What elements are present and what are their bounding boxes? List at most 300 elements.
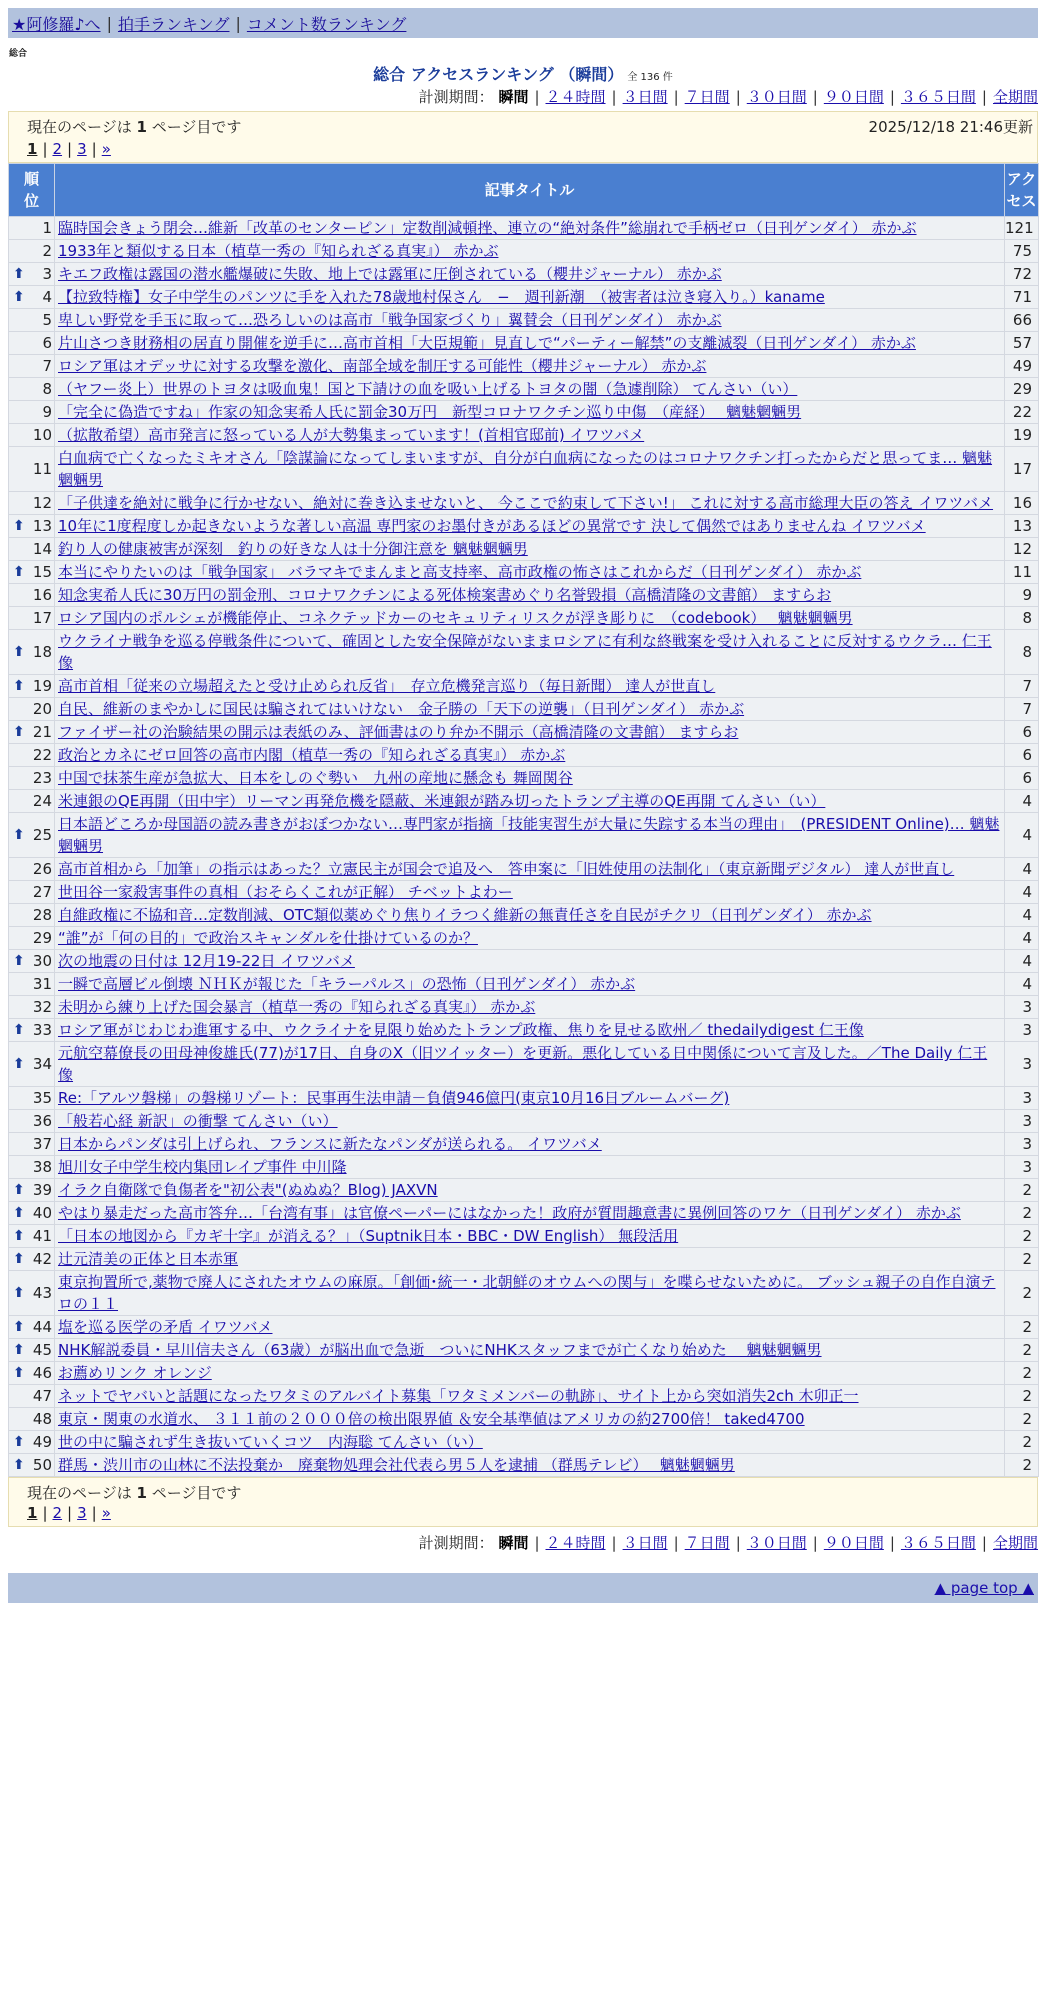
rank-number: 40 (32, 1204, 52, 1222)
title-cell (55, 790, 1005, 813)
table-row (9, 881, 1039, 904)
access-count: 16 (1005, 492, 1039, 515)
access-count: 7 (1005, 675, 1039, 698)
rank-number: 26 (32, 860, 52, 878)
table-row (9, 858, 1039, 881)
period-separator: | (534, 88, 540, 106)
article-link[interactable]: 世田谷一家殺害事件の真相（おそらくこれが正解） チベットよわー (58, 883, 513, 901)
rank-cell (9, 332, 55, 355)
table-row (9, 1087, 1039, 1110)
rank-up-arrow-icon: ⬆ (13, 1342, 25, 1358)
title-cell (55, 1202, 1005, 1225)
access-count: 3 (1005, 1110, 1039, 1133)
pager-bottom (8, 1477, 1038, 1527)
title-cell (55, 607, 1005, 630)
access-count: 22 (1005, 401, 1039, 424)
ranking-title: 総合 アクセスランキング （瞬間） (373, 65, 624, 84)
rank-cell (9, 1248, 55, 1271)
rank-number: 1 (42, 219, 52, 237)
rank-up-arrow-icon: ⬆ (13, 827, 25, 843)
access-count: 2 (1005, 1248, 1039, 1271)
rank-up-arrow-icon: ⬆ (13, 644, 25, 660)
article-link[interactable]: 「日本の地図から『カギ十字』が消える？」（Suptnik日本・BBC・DW English） 無段活用 (58, 1227, 679, 1245)
nav-link-asyura[interactable]: ★阿修羅♪へ (12, 14, 101, 34)
article-link[interactable]: （拡散希望）高市発言に怒っている人が大勢集まっています！(首相官邸前) イワツバメ (58, 426, 645, 444)
article-link[interactable]: “誰”が「何の目的」で政治スキャンダルを仕掛けているのか？ (58, 929, 478, 947)
rank-number: 11 (32, 460, 52, 478)
rank-cell (9, 286, 55, 309)
rank-cell (9, 378, 55, 401)
title-cell (55, 424, 1005, 447)
nav-link-comment-ranking[interactable]: コメント数ランキング (246, 14, 407, 34)
page-current: 1 (27, 1504, 38, 1522)
table-row (9, 424, 1039, 447)
title-cell (55, 309, 1005, 332)
access-count: 3 (1005, 1087, 1039, 1110)
article-link[interactable]: （ヤフー炎上）世界のトヨタは吸血鬼！国と下請けの血を吸い上げるトヨタの闇（急遽削除） てんさい（い） (58, 380, 798, 398)
article-link[interactable]: 高市首相「従来の立場超えたと受け止められ反省」 存立危機発言巡り（毎日新聞） 達人が世直し (58, 677, 716, 695)
rank-cell (9, 1019, 55, 1042)
rank-up-arrow-icon: ⬆ (13, 953, 25, 969)
article-link[interactable]: 本当にやりたいのは「戦争国家」 バラマキでまんまと高支持率、高市政権の怖さはこれからだ（日刊ゲンダイ） 赤かぶ (58, 563, 862, 581)
article-link[interactable]: 未明から練り上げた国会暴言（植草一秀の『知られざる真実』） 赤かぶ (58, 998, 536, 1016)
access-count: 4 (1005, 904, 1039, 927)
access-count: 3 (1005, 1019, 1039, 1042)
article-link[interactable]: ファイザー社の治験結果の開示は表紙のみ、評価書はのり弁か不開示（高橋清隆の文書館） ますらお (58, 723, 739, 741)
rank-number: 19 (32, 677, 52, 695)
pager-top (8, 111, 1038, 163)
period-separator: | (812, 88, 818, 106)
article-link[interactable]: 自民、維新のまやかしに国民は騙されてはいけない 金子勝の「天下の逆襲」（日刊ゲンダイ） 赤かぶ (58, 700, 745, 718)
period-separator: | (981, 88, 987, 106)
access-count: 13 (1005, 515, 1039, 538)
nav-separator: | (106, 13, 112, 33)
title-cell (55, 767, 1005, 790)
access-count: 3 (1005, 1156, 1039, 1179)
article-link[interactable]: 世の中に騙されず生き抜いていくコツ 内海聡 てんさい（い） (58, 1433, 483, 1451)
rank-number: 36 (32, 1112, 52, 1130)
article-link[interactable]: 東京・関東の水道水、 ３１１前の２０００倍の検出限界値 ＆安全基準値はアメリカの約2700倍！ taked4700 (58, 1410, 805, 1428)
page-separator: | (67, 140, 73, 158)
title-cell (55, 1339, 1005, 1362)
rank-cell (9, 675, 55, 698)
page-links (27, 1504, 111, 1522)
rank-number: 17 (32, 609, 52, 627)
table-row (9, 1248, 1039, 1271)
rank-number: 4 (42, 288, 52, 306)
rank-cell (9, 607, 55, 630)
rank-number: 15 (32, 563, 52, 581)
access-count: 2 (1005, 1362, 1039, 1385)
period-current: 瞬間 (498, 1534, 529, 1552)
access-count: 9 (1005, 584, 1039, 607)
rank-up-arrow-icon: ⬆ (13, 1056, 25, 1072)
title-cell (55, 1454, 1005, 1477)
article-link[interactable]: ネットでヤバいと話題になったワタミのアルバイト募集「ワタミメンバーの軌跡」、サイト上から突如消失2ch 木卯正一 (58, 1387, 859, 1405)
period-option-6[interactable]: 全期間 (992, 88, 1038, 106)
table-row (9, 217, 1039, 240)
access-count: 4 (1005, 927, 1039, 950)
article-link[interactable]: 日本からパンダは引上げられ、フランスに新たなパンダが送られる。 イワツバメ (58, 1135, 602, 1153)
article-link[interactable]: キエフ政権は露国の潜水艦爆破に失敗、地上では露軍に圧倒されている（櫻井ジャーナル） 赤かぶ (58, 265, 722, 283)
title-cell (55, 1271, 1005, 1316)
table-row (9, 1202, 1039, 1225)
rank-number: 3 (42, 265, 52, 283)
article-link[interactable]: 東京拘置所で,薬物で廃人にされたオウムの麻原。「創価･統一・北朝鮮のオウムへの関与」を喋らせないために。 ブッシュ親子の自作自演テロの１１ (58, 1273, 996, 1313)
rank-number: 34 (32, 1055, 52, 1073)
access-count: 2 (1005, 1408, 1039, 1431)
title-cell (55, 355, 1005, 378)
rank-cell (9, 927, 55, 950)
rank-cell (9, 881, 55, 904)
article-link[interactable]: 知念実希人氏に30万円の罰金刑、コロナワクチンによる死体検案書めぐり名誉毀損（高橋清隆の文書館） ますらお (58, 586, 832, 604)
period-option-1[interactable]: ３日間 (622, 88, 668, 106)
rank-number: 24 (32, 792, 52, 810)
access-count: 75 (1005, 240, 1039, 263)
period-selector-top (419, 86, 1038, 107)
access-count: 8 (1005, 630, 1039, 675)
rank-cell (9, 401, 55, 424)
article-link[interactable]: 元航空幕僚長の田母神俊雄氏(77)が17日、自身のX（旧ツイッター）を更新。悪化している日中関係について言及した。／The Daily 仁王像 (58, 1044, 988, 1084)
table-row (9, 1019, 1039, 1042)
title-cell (55, 1408, 1005, 1431)
access-count: 19 (1005, 424, 1039, 447)
title-cell (55, 1019, 1005, 1042)
rank-up-arrow-icon: ⬆ (13, 724, 25, 740)
rank-cell (9, 355, 55, 378)
period-option-4[interactable]: ９０日間 (823, 1534, 884, 1552)
title-cell (55, 1248, 1005, 1271)
rank-number: 7 (42, 357, 52, 375)
rank-number: 10 (32, 426, 52, 444)
rank-number: 21 (32, 723, 52, 741)
page-link-2[interactable]: » (101, 140, 111, 158)
article-link[interactable]: 卑しい野党を手玉に取って…恐ろしいのは高市「戦争国家づくり」翼賛会（日刊ゲンダイ） 赤かぶ (58, 311, 722, 329)
nav-separator: | (235, 13, 241, 33)
period-separator: | (673, 88, 679, 106)
article-link[interactable]: 中国で抹茶生産が急拡大、日本をしのぐ勢い 九州の産地に懸念も 舞岡関谷 (58, 769, 573, 787)
table-row (9, 355, 1039, 378)
rank-cell (9, 630, 55, 675)
access-count: 6 (1005, 744, 1039, 767)
table-row (9, 1385, 1039, 1408)
access-count: 2 (1005, 1271, 1039, 1316)
rank-number: 43 (32, 1284, 52, 1302)
page-separator: | (67, 1504, 73, 1522)
article-link[interactable]: イラク自衛隊で負傷者を"初公表"(ぬぬぬ？Blog) JAXVN (58, 1181, 438, 1199)
page-separator: | (42, 1504, 48, 1522)
page-link-1[interactable]: 3 (77, 1504, 87, 1522)
page-link-1[interactable]: 3 (77, 140, 87, 158)
article-link[interactable]: 群馬・渋川市の山林に不法投棄か 廃棄物処理会社代表ら男５人を逮捕 （群馬テレビ） 魑魅魍魎男 (58, 1456, 735, 1474)
table-row (9, 698, 1039, 721)
rank-cell (9, 698, 55, 721)
title-cell (55, 698, 1005, 721)
page-separator: | (91, 1504, 97, 1522)
rank-cell (9, 1385, 55, 1408)
access-count: 8 (1005, 607, 1039, 630)
rank-number: 33 (32, 1021, 52, 1039)
article-link[interactable]: 高市首相から「加筆」の指示はあった？立憲民主が国会で追及へ 答申案に「旧姓使用の法制化」（東京新聞デジタル） 達人が世直し (58, 860, 955, 878)
title-cell (55, 675, 1005, 698)
table-row (9, 584, 1039, 607)
table-row (9, 561, 1039, 584)
table-row (9, 263, 1039, 286)
rank-up-arrow-icon: ⬆ (13, 1022, 25, 1038)
title-cell (55, 744, 1005, 767)
rank-cell (9, 561, 55, 584)
header-rank: 順位 (9, 164, 55, 217)
article-link[interactable]: NHK解説委員・早川信夫さん（63歳）が脳出血で急逝 ついにNHKスタッフまでが亡くなり始めた 魑魅魍魎男 (58, 1341, 822, 1359)
period-option-5[interactable]: ３６５日間 (900, 88, 976, 106)
rank-cell (9, 1316, 55, 1339)
table-row (9, 515, 1039, 538)
rank-number: 47 (32, 1387, 52, 1405)
rank-number: 45 (32, 1341, 52, 1359)
table-row (9, 1225, 1039, 1248)
access-count: 121 (1005, 217, 1039, 240)
title-cell (55, 240, 1005, 263)
article-link[interactable]: 政治とカネにゼロ回答の高市内閣（植草一秀の『知られざる真実』） 赤かぶ (58, 746, 566, 764)
title-cell (55, 1042, 1005, 1087)
title-cell (55, 1316, 1005, 1339)
access-count: 71 (1005, 286, 1039, 309)
period-label: 計測期間： (418, 1534, 494, 1552)
access-count: 6 (1005, 767, 1039, 790)
access-count: 3 (1005, 996, 1039, 1019)
page-link-2[interactable]: » (101, 1504, 111, 1522)
rank-number: 50 (32, 1456, 52, 1474)
period-separator: | (611, 1534, 617, 1552)
rank-cell (9, 1339, 55, 1362)
rank-cell (9, 1408, 55, 1431)
rank-number: 32 (32, 998, 52, 1016)
table-row (9, 447, 1039, 492)
rank-cell (9, 1362, 55, 1385)
rank-number: 9 (42, 403, 52, 421)
article-link[interactable]: ロシア軍がじわじわ進軍する中、ウクライナを見限り始めたトランプ政権、焦りを見せる欧州／ thedailydigest 仁王像 (58, 1021, 864, 1039)
table-row (9, 1431, 1039, 1454)
nav-link-applause-ranking[interactable]: 拍手ランキング (117, 14, 230, 34)
table-row (9, 309, 1039, 332)
article-link[interactable]: 米連銀のQE再開（田中宇）リーマン再発危機を隠蔽、米連銀が踏み切ったトランプ主導のQE再開 てんさい（い） (58, 792, 826, 810)
table-row (9, 813, 1039, 858)
article-link[interactable]: ロシア国内のポルシェが機能停止、コネクテッドカーのセキュリティリスクが浮き彫りに （codebook） 魑魅魍魎男 (58, 609, 853, 627)
article-link[interactable]: 一瞬で高層ビル倒壊 ＮＨＫが報じた「キラーパルス」の恐怖（日刊ゲンダイ） 赤かぶ (58, 975, 636, 993)
title-cell (55, 904, 1005, 927)
article-link[interactable]: 白血病で亡くなったミキオさん「陰謀論になってしまいますが、自分が白血病になったのはコロナワクチン打ったからだと思ってま… 魑魅魍魎男 (58, 449, 993, 489)
rank-cell (9, 744, 55, 767)
rank-number: 46 (32, 1364, 52, 1382)
period-separator: | (735, 88, 741, 106)
page-top-link[interactable]: ▲ page top ▲ (934, 1579, 1034, 1597)
rank-cell (9, 1454, 55, 1477)
title-cell (55, 1385, 1005, 1408)
rank-cell (9, 538, 55, 561)
period-separator: | (611, 88, 617, 106)
access-count: 3 (1005, 1042, 1039, 1087)
access-count: 2 (1005, 1316, 1039, 1339)
table-row (9, 675, 1039, 698)
rank-number: 6 (42, 334, 52, 352)
article-link[interactable]: 【拉致特権】女子中学生のパンツに手を入れた78歳地村保さん − 週刊新潮 （被害者は泣き寝入り。）kaname (58, 288, 825, 306)
table-row (9, 1454, 1039, 1477)
article-link[interactable]: やはり暴走だった高市答弁…「台湾有事」は官僚ペーパーにはなかった！政府が質問趣意書に異例回答のワケ（日刊ゲンダイ） 赤かぶ (58, 1204, 961, 1222)
access-count: 11 (1005, 561, 1039, 584)
rank-up-arrow-icon: ⬆ (13, 1434, 25, 1450)
table-row (9, 378, 1039, 401)
table-row (9, 332, 1039, 355)
rank-cell (9, 309, 55, 332)
table-header-row (9, 164, 1039, 217)
title-cell (55, 973, 1005, 996)
table-row (9, 401, 1039, 424)
table-row (9, 721, 1039, 744)
article-link[interactable]: 1933年と類似する日本（植草一秀の『知られざる真実』） 赤かぶ (58, 242, 499, 260)
rank-number: 27 (32, 883, 52, 901)
table-row (9, 1362, 1039, 1385)
article-link[interactable]: 次の地震の日付は 12月19-22日 イワツバメ (58, 952, 355, 970)
rank-number: 20 (32, 700, 52, 718)
title-cell (55, 1133, 1005, 1156)
period-separator: | (981, 1534, 987, 1552)
table-row (9, 904, 1039, 927)
page-current: 1 (27, 140, 38, 158)
period-option-1[interactable]: ３日間 (622, 1534, 668, 1552)
rank-up-arrow-icon: ⬆ (13, 1365, 25, 1381)
article-link[interactable]: 辻元清美の正体と日本赤軍 (58, 1250, 239, 1268)
page-separator: | (91, 140, 97, 158)
title-cell (55, 584, 1005, 607)
article-link[interactable]: 塩を巡る医学の矛盾 イワツバメ (58, 1318, 273, 1336)
page-link-0[interactable]: 2 (52, 1504, 63, 1522)
access-count: 4 (1005, 973, 1039, 996)
title-cell (55, 1225, 1005, 1248)
period-option-5[interactable]: ３６５日間 (900, 1534, 976, 1552)
rank-number: 14 (32, 540, 52, 558)
page-link-0[interactable]: 2 (52, 140, 63, 158)
table-row (9, 1156, 1039, 1179)
category-label: 総合 (9, 49, 28, 59)
title-cell (55, 813, 1005, 858)
title-cell (55, 1179, 1005, 1202)
rank-cell (9, 721, 55, 744)
rank-up-arrow-icon: ⬆ (13, 1182, 25, 1198)
title-cell (55, 401, 1005, 424)
access-count: 66 (1005, 309, 1039, 332)
rank-cell (9, 790, 55, 813)
title-cell (55, 515, 1005, 538)
rank-cell (9, 973, 55, 996)
article-link[interactable]: 日本語どころか母国語の読み書きがおぼつかない…専門家が指摘「技能実習生が大量に失踪する本当の理由」 (PRESIDENT Online)… 魑魅魍魎男 (58, 815, 1000, 855)
period-option-3[interactable]: ３０日間 (746, 1534, 807, 1552)
rank-cell (9, 1156, 55, 1179)
rank-number: 29 (32, 929, 52, 947)
period-option-0[interactable]: ２４時間 (545, 88, 606, 106)
rank-cell (9, 1110, 55, 1133)
access-count: 4 (1005, 813, 1039, 858)
rank-number: 49 (32, 1433, 52, 1451)
rank-number: 39 (32, 1181, 52, 1199)
rank-cell (9, 492, 55, 515)
access-count: 57 (1005, 332, 1039, 355)
rank-number: 37 (32, 1135, 52, 1153)
rank-number: 2 (42, 242, 52, 260)
rank-cell (9, 858, 55, 881)
table-row (9, 1339, 1039, 1362)
article-link[interactable]: 10年に1度程度しか起きないような著しい高温 専門家のお墨付きがあるほどの異常です 決して偶然ではありませんね イワツバメ (58, 517, 926, 535)
article-link[interactable]: 「子供達を絶対に戦争に行かせない、絶対に巻き込ませないと、 今ここで約束して下さい!」 これに対する高市総理大臣の答え イワツバメ (58, 494, 994, 512)
rank-cell (9, 584, 55, 607)
article-link[interactable]: 片山さつき財務相の居直り開催を逆手に…高市首相「大臣規範」見直しで“パーティー解禁”の支離滅裂（日刊ゲンダイ） 赤かぶ (58, 334, 916, 352)
title-cell (55, 1362, 1005, 1385)
rank-number: 12 (32, 494, 52, 512)
table-row (9, 1316, 1039, 1339)
period-option-2[interactable]: ７日間 (684, 1534, 730, 1552)
rank-number: 35 (32, 1089, 52, 1107)
title-cell (55, 217, 1005, 240)
ranking-heading (0, 62, 1046, 85)
rank-cell (9, 1431, 55, 1454)
title-cell (55, 492, 1005, 515)
rank-cell (9, 950, 55, 973)
article-link[interactable]: 旭川女子中学生校内集団レイプ事件 中川隆 (58, 1158, 347, 1176)
article-link[interactable]: 「般若心経 新訳」の衝撃 てんさい（い） (58, 1112, 338, 1130)
page-separator: | (42, 140, 48, 158)
rank-up-arrow-icon: ⬆ (13, 1285, 25, 1301)
table-row (9, 1042, 1039, 1087)
article-link[interactable]: 自維政権に不協和音…定数削減、OTC類似薬めぐり焦りイラつく維新の無責任さを自民がチクリ（日刊ゲンダイ） 赤かぶ (58, 906, 872, 924)
period-option-4[interactable]: ９０日間 (823, 88, 884, 106)
rank-number: 30 (32, 952, 52, 970)
rank-number: 42 (32, 1250, 52, 1268)
rank-number: 23 (32, 769, 52, 787)
period-option-6[interactable]: 全期間 (992, 1534, 1038, 1552)
rank-number: 38 (32, 1158, 52, 1176)
table-row (9, 538, 1039, 561)
title-cell (55, 630, 1005, 675)
table-row (9, 767, 1039, 790)
bottom-bar (8, 1573, 1038, 1603)
rank-number: 5 (42, 311, 52, 329)
rank-cell (9, 515, 55, 538)
access-count: 7 (1005, 698, 1039, 721)
rank-number: 18 (32, 643, 52, 661)
article-link[interactable]: Re:「アルツ磐梯」の磐梯リゾート：民事再生法申請－負債946億円(東京10月16日ブルームバーグ) (58, 1089, 730, 1107)
article-link[interactable]: お薦めリンク オレンジ (58, 1364, 212, 1382)
table-row (9, 240, 1039, 263)
article-link[interactable]: ロシア軍はオデッサに対する攻撃を激化、南部全域を制圧する可能性（櫻井ジャーナル） 赤かぶ (58, 357, 707, 375)
rank-up-arrow-icon: ⬆ (13, 1228, 25, 1244)
article-link[interactable]: 「完全に偽造ですね」作家の知念実希人氏に罰金30万円 新型コロナワクチン巡り中傷 （産経） 魑魅魍魎男 (58, 403, 802, 421)
article-link[interactable]: 釣り人の健康被害が深刻 釣りの好きな人は十分御注意を 魑魅魍魎男 (58, 540, 528, 558)
period-option-3[interactable]: ３０日間 (746, 88, 807, 106)
access-count: 2 (1005, 1431, 1039, 1454)
article-link[interactable]: ウクライナ戦争を巡る停戦条件について、確固とした安全保障がないままロシアに有利な終戦案を受け入れることに反対するウクラ… 仁王像 (58, 632, 992, 672)
article-link[interactable]: 臨時国会きょう閉会…維新「改革のセンターピン」定数削減頓挫、連立の“絶対条件”総崩れで手柄ゼロ（日刊ゲンダイ） 赤かぶ (58, 219, 917, 237)
period-option-0[interactable]: ２４時間 (545, 1534, 606, 1552)
page-links (27, 140, 111, 158)
rank-number: 48 (32, 1410, 52, 1428)
rank-up-arrow-icon: ⬆ (13, 289, 25, 305)
access-count: 72 (1005, 263, 1039, 286)
header-access: アクセス (1005, 164, 1039, 217)
title-cell (55, 447, 1005, 492)
page-info: 現在のページは 1 ページ目です (27, 118, 242, 136)
rank-up-arrow-icon: ⬆ (13, 1251, 25, 1267)
period-option-2[interactable]: ７日間 (684, 88, 730, 106)
rank-number: 25 (32, 826, 52, 844)
